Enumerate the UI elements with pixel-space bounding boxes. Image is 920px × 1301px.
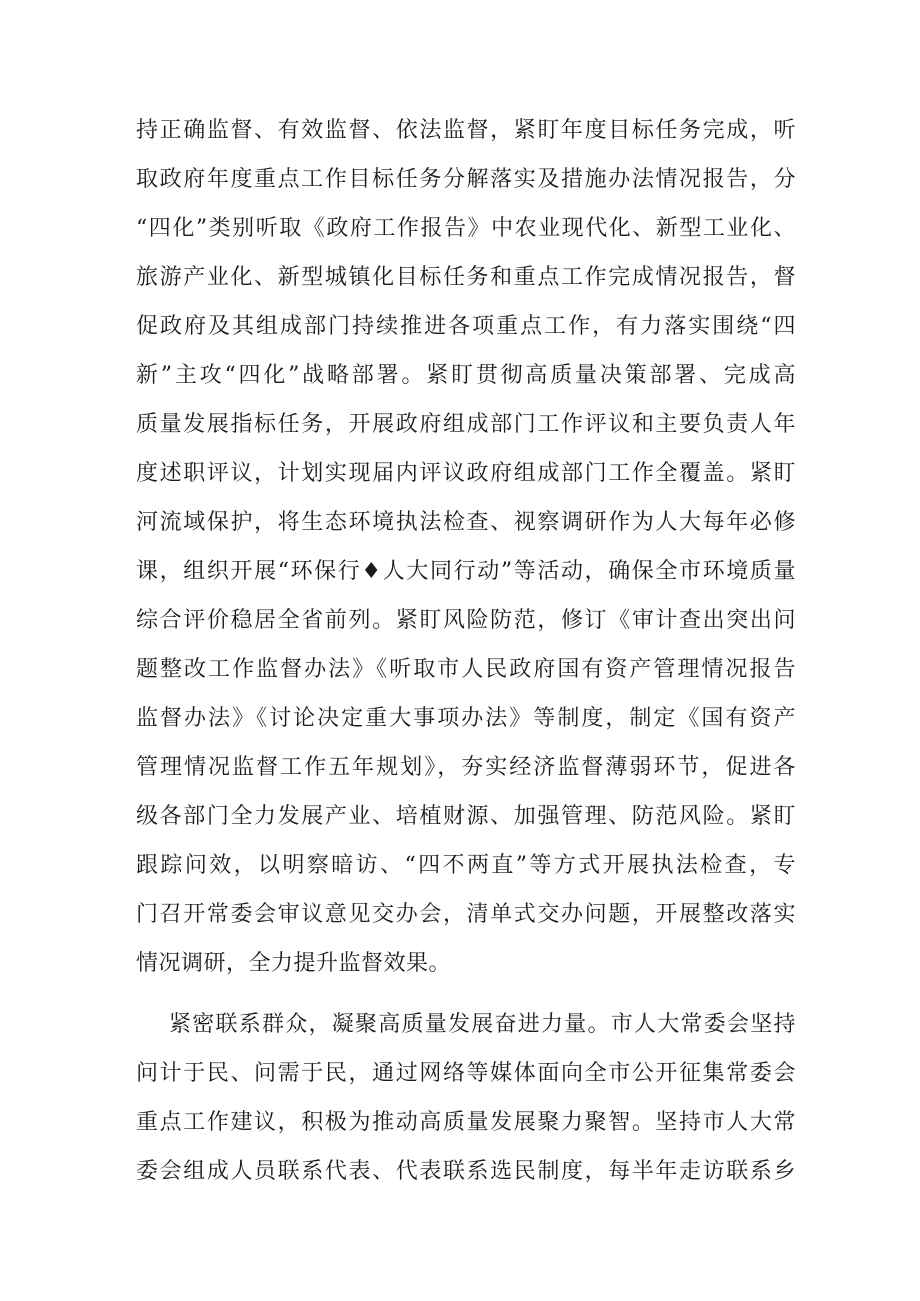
paragraph-1-line: 河流域保护，将生态环境执法检查、视察调研作为人大每年必修 [136, 510, 796, 535]
paragraph-2 [136, 1000, 796, 1196]
paragraph-1-line: 持正确监督、有效监督、依法监督，紧盯年度目标任务完成，听 [136, 118, 796, 143]
paragraph-1-line: 促政府及其组成部门持续推进各项重点工作，有力落实围绕“四 [136, 314, 796, 339]
paragraph-1-line: 质量发展指标任务，开展政府组成部门工作评议和主要负责人年 [136, 412, 796, 437]
paragraph-1 [136, 106, 796, 988]
paragraph-1-line: “四化”类别听取《政府工作报告》中农业现代化、新型工业化、 [136, 216, 796, 241]
paragraph-1-line: 度述职评议，计划实现届内评议政府组成部门工作全覆盖。紧盯 [136, 461, 796, 486]
paragraph-1-line: 情况调研，全力提升监督效果。 [136, 951, 452, 976]
paragraph-1-line: 题整改工作监督办法》《听取市人民政府国有资产管理情况报告 [136, 657, 796, 682]
paragraph-1-line: 门召开常委会审议意见交办会，清单式交办问题，开展整改落实 [136, 902, 796, 927]
paragraph-1-line: 新”主攻“四化”战略部署。紧盯贯彻高质量决策部署、完成高 [136, 363, 796, 388]
paragraph-1-line: 跟踪问效，以明察暗访、“四不两直”等方式开展执法检查，专 [136, 853, 796, 878]
paragraph-1-line: 级各部门全力发展产业、培植财源、加强管理、防范风险。紧盯 [136, 804, 796, 829]
paragraph-1-line: 取政府年度重点工作目标任务分解落实及措施办法情况报告，分 [136, 167, 796, 192]
paragraph-1-line: 课，组织开展“环保行♦人大同行动”等活动，确保全市环境质量 [136, 559, 796, 584]
paragraph-1-line: 管理情况监督工作五年规划》，夯实经济监督薄弱环节，促进各 [136, 755, 796, 780]
paragraph-1-line: 旅游产业化、新型城镇化目标任务和重点工作完成情况报告，督 [136, 265, 796, 290]
paragraph-2-line: 重点工作建议，积极为推动高质量发展聚力聚智。坚持市人大常 [136, 1110, 796, 1135]
paragraph-2-line: 问计于民、问需于民，通过网络等媒体面向全市公开征集常委会 [136, 1061, 796, 1086]
paragraph-2-line: 委会组成人员联系代表、代表联系选民制度，每半年走访联系乡 [136, 1159, 796, 1184]
paragraph-1-line: 综合评价稳居全省前列。紧盯风险防范，修订《审计查出突出问 [136, 608, 796, 633]
paragraph-1-line: 监督办法》《讨论决定重大事项办法》等制度，制定《国有资产 [136, 706, 796, 731]
paragraph-2-line: 紧密联系群众，凝聚高质量发展奋进力量。市人大常委会坚持 [169, 1012, 796, 1037]
